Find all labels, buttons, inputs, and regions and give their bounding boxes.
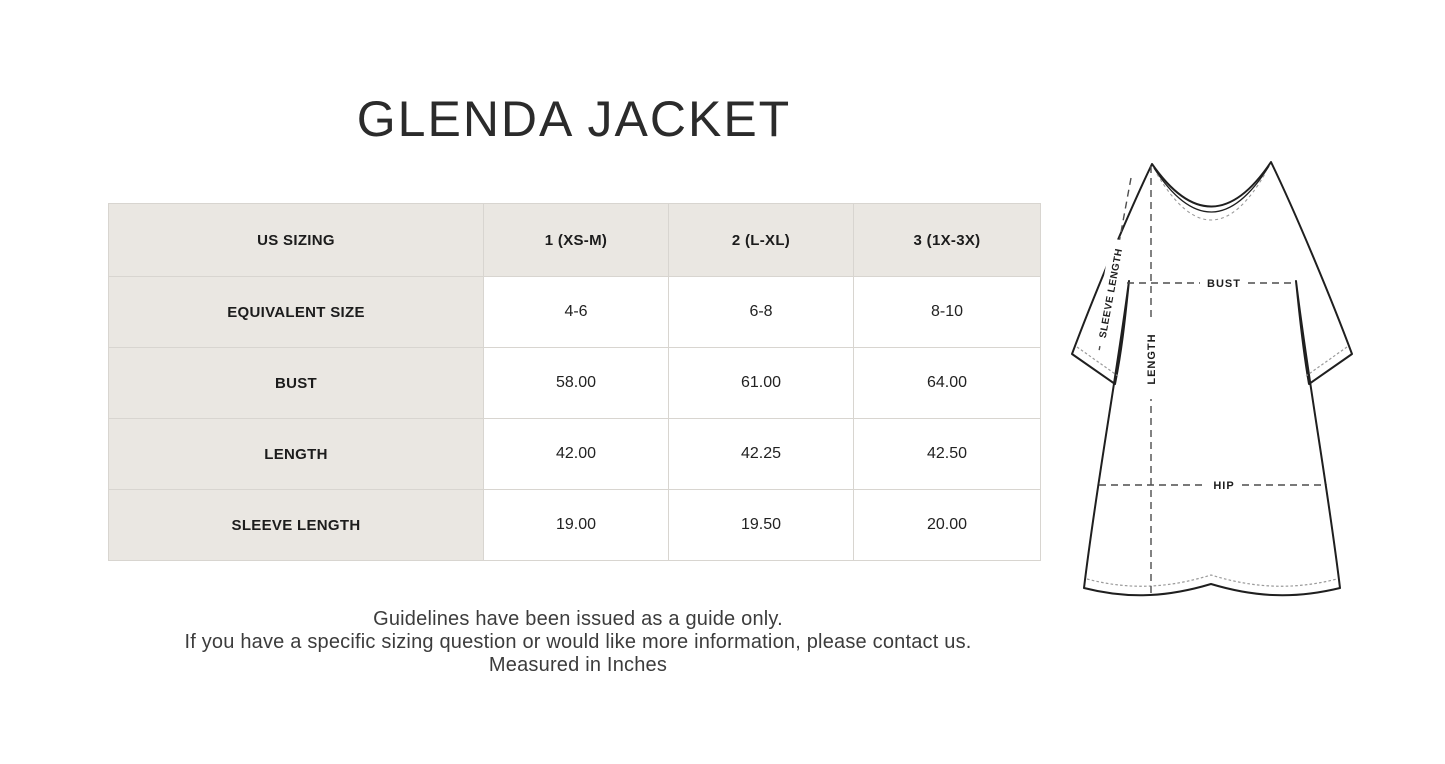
cell-value: 42.50: [854, 419, 1041, 490]
jacket-outline: [1072, 162, 1352, 595]
table-row-equivalent-size: [109, 277, 1041, 348]
cell-value: 64.00: [854, 348, 1041, 419]
column-header-size-1: 1 (XS-M): [484, 204, 669, 277]
table-row-length: [109, 419, 1041, 490]
column-header-size-3: 3 (1X-3X): [854, 204, 1041, 277]
table-header-row: [109, 204, 1041, 277]
cell-value: 58.00: [484, 348, 669, 419]
cell-value: 19.50: [669, 490, 854, 561]
diagram-label-bust: BUST: [1207, 278, 1241, 290]
cell-value: 19.00: [484, 490, 669, 561]
row-label: BUST: [109, 348, 484, 419]
guidelines-note: [0, 608, 1156, 677]
table-row-sleeve-length: [109, 490, 1041, 561]
diagram-label-length-group: [1142, 319, 1160, 399]
cell-value: 4-6: [484, 277, 669, 348]
cell-value: 8-10: [854, 277, 1041, 348]
page-title: GLENDA JACKET: [356, 91, 792, 147]
row-label: LENGTH: [109, 419, 484, 490]
guidelines-line-1: Guidelines have been issued as a guide only.: [373, 608, 783, 630]
cell-value: 6-8: [669, 277, 854, 348]
guidelines-line-2: If you have a specific sizing question or would like more information, please contact us.: [184, 631, 972, 653]
guidelines-line-3: Measured in Inches: [488, 654, 668, 676]
cell-value: 61.00: [669, 348, 854, 419]
table-row-bust: [109, 348, 1041, 419]
cell-value: 20.00: [854, 490, 1041, 561]
cell-value: 42.00: [484, 419, 669, 490]
column-header-us-sizing: US SIZING: [109, 204, 484, 277]
diagram-label-sleeve-length: SLEEVE LENGTH: [1097, 247, 1126, 340]
size-table: [108, 203, 1041, 561]
row-label: EQUIVALENT SIZE: [109, 277, 484, 348]
jacket-measurement-diagram: [1056, 148, 1356, 614]
diagram-label-hip: HIP: [1213, 480, 1235, 492]
cell-value: 42.25: [669, 419, 854, 490]
row-label: SLEEVE LENGTH: [109, 490, 484, 561]
diagram-label-length: LENGTH: [1146, 333, 1158, 385]
column-header-size-2: 2 (L-XL): [669, 204, 854, 277]
